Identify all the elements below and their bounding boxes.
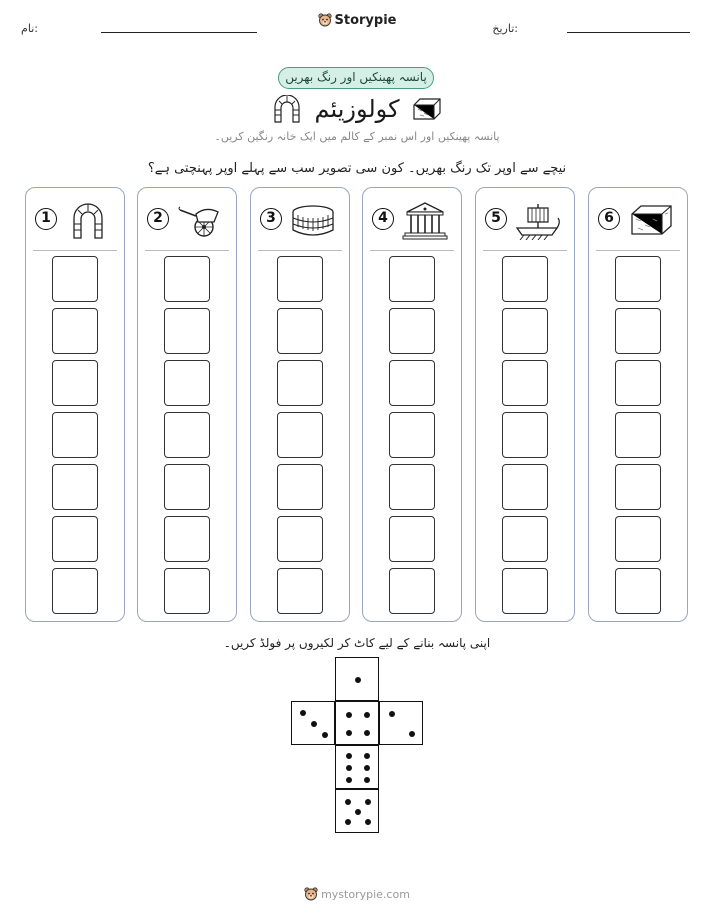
- color-box[interactable]: [277, 360, 323, 406]
- roman-ship-icon: [514, 200, 562, 240]
- column-number: 1: [35, 208, 57, 230]
- column-4: [362, 187, 462, 622]
- dice-pip: [364, 712, 370, 718]
- color-box[interactable]: [389, 412, 435, 458]
- column-number: 3: [260, 208, 282, 230]
- color-box[interactable]: [502, 308, 548, 354]
- color-box[interactable]: [164, 256, 210, 302]
- dice-pip: [364, 753, 370, 759]
- activity-pill: پانسہ پھینکیں اور رنگ بھریں: [278, 67, 434, 89]
- color-box[interactable]: [277, 256, 323, 302]
- column-2: [137, 187, 237, 622]
- brand-name: Storypie: [334, 13, 397, 28]
- column-divider: [483, 250, 567, 251]
- color-box[interactable]: [164, 308, 210, 354]
- dice-face-1: [335, 657, 379, 701]
- name-label: نام:: [21, 22, 38, 35]
- date-write-line[interactable]: [567, 32, 690, 33]
- column-header: [589, 188, 687, 248]
- color-box[interactable]: [52, 568, 98, 614]
- color-box[interactable]: [52, 516, 98, 562]
- color-box[interactable]: [502, 464, 548, 510]
- color-box[interactable]: [502, 412, 548, 458]
- column-divider: [258, 250, 342, 251]
- stone-block-icon: [412, 97, 442, 125]
- dice-pip: [311, 721, 317, 727]
- column-header: [26, 188, 124, 248]
- column-header: [476, 188, 574, 248]
- name-write-line[interactable]: [101, 32, 257, 33]
- color-box[interactable]: [164, 360, 210, 406]
- dice-pip: [346, 765, 352, 771]
- dice-pip: [355, 809, 361, 815]
- column-number: 6: [598, 208, 620, 230]
- color-box[interactable]: [277, 516, 323, 562]
- page-title: کولوزیئم: [314, 95, 400, 123]
- column-divider: [370, 250, 454, 251]
- color-box[interactable]: [502, 256, 548, 302]
- color-box[interactable]: [164, 464, 210, 510]
- dice-pip: [300, 710, 306, 716]
- dice-pip: [345, 799, 351, 805]
- dice-pip: [409, 731, 415, 737]
- dice-pip: [346, 777, 352, 783]
- color-box[interactable]: [277, 412, 323, 458]
- color-box[interactable]: [277, 568, 323, 614]
- color-box[interactable]: [52, 256, 98, 302]
- color-box[interactable]: [164, 516, 210, 562]
- column-number: 4: [372, 208, 394, 230]
- column-header: [251, 188, 349, 248]
- dice-face-6: [335, 745, 379, 789]
- subtitle: پانسہ پھینکیں اور اس نمبر کے کالم میں ایک خانہ رنگین کریں۔: [214, 130, 500, 143]
- color-box[interactable]: [389, 464, 435, 510]
- bear-logo-icon: [318, 13, 332, 31]
- color-box[interactable]: [502, 360, 548, 406]
- dice-pip: [355, 677, 361, 683]
- question-text: نیچے سے اوپر تک رنگ بھریں۔ کون سی تصویر سب سے پہلے اوپر پہنچتی ہے؟: [147, 161, 567, 176]
- color-box[interactable]: [615, 360, 661, 406]
- color-box[interactable]: [615, 308, 661, 354]
- color-box[interactable]: [52, 360, 98, 406]
- column-divider: [33, 250, 117, 251]
- dice-pip: [364, 777, 370, 783]
- bear-footer-icon: [304, 887, 318, 904]
- color-box[interactable]: [52, 308, 98, 354]
- stone-arch-icon: [272, 95, 302, 127]
- column-divider: [596, 250, 680, 251]
- stone-block-icon: [627, 200, 675, 240]
- dice-instruction: اپنی پانسہ بنانے کے لیے کاٹ کر لکیروں پر فولڈ کریں۔: [223, 636, 491, 650]
- dice-pip: [322, 732, 328, 738]
- color-box[interactable]: [615, 256, 661, 302]
- color-box[interactable]: [389, 516, 435, 562]
- dice-pip: [364, 765, 370, 771]
- dice-face-4: [335, 701, 379, 745]
- color-box[interactable]: [52, 464, 98, 510]
- dice-face-5: [335, 789, 379, 833]
- color-box[interactable]: [164, 412, 210, 458]
- color-box[interactable]: [277, 308, 323, 354]
- dice-pip: [346, 753, 352, 759]
- column-1: [25, 187, 125, 622]
- stone-arch-icon: [64, 200, 112, 240]
- color-box[interactable]: [615, 412, 661, 458]
- color-box[interactable]: [615, 568, 661, 614]
- color-box[interactable]: [164, 568, 210, 614]
- column-6: [588, 187, 688, 622]
- chariot-icon: [176, 200, 224, 240]
- color-box[interactable]: [52, 412, 98, 458]
- column-number: 5: [485, 208, 507, 230]
- color-box[interactable]: [389, 360, 435, 406]
- color-box[interactable]: [615, 516, 661, 562]
- dice-pip: [389, 711, 395, 717]
- color-box[interactable]: [502, 568, 548, 614]
- column-number: 2: [147, 208, 169, 230]
- color-box[interactable]: [389, 308, 435, 354]
- dice-pip: [365, 819, 371, 825]
- title-row: [0, 93, 714, 125]
- dice-pip: [346, 730, 352, 736]
- column-header: [363, 188, 461, 248]
- color-box[interactable]: [615, 464, 661, 510]
- color-box[interactable]: [502, 516, 548, 562]
- dice-pip: [364, 730, 370, 736]
- brand-logo: [0, 13, 714, 31]
- column-3: [250, 187, 350, 622]
- column-divider: [145, 250, 229, 251]
- color-box[interactable]: [277, 464, 323, 510]
- dice-pip: [346, 712, 352, 718]
- colosseum-icon: [289, 200, 337, 240]
- temple-icon: [401, 200, 449, 240]
- dice-face-3: [291, 701, 335, 745]
- dice-face-2: [379, 701, 423, 745]
- dice-pip: [365, 799, 371, 805]
- color-box[interactable]: [389, 568, 435, 614]
- footer-url: mystorypie.com: [321, 888, 410, 901]
- date-label: تاریخ:: [492, 22, 518, 35]
- column-header: [138, 188, 236, 248]
- footer: [0, 887, 714, 904]
- column-5: [475, 187, 575, 622]
- dice-pip: [345, 819, 351, 825]
- color-box[interactable]: [389, 256, 435, 302]
